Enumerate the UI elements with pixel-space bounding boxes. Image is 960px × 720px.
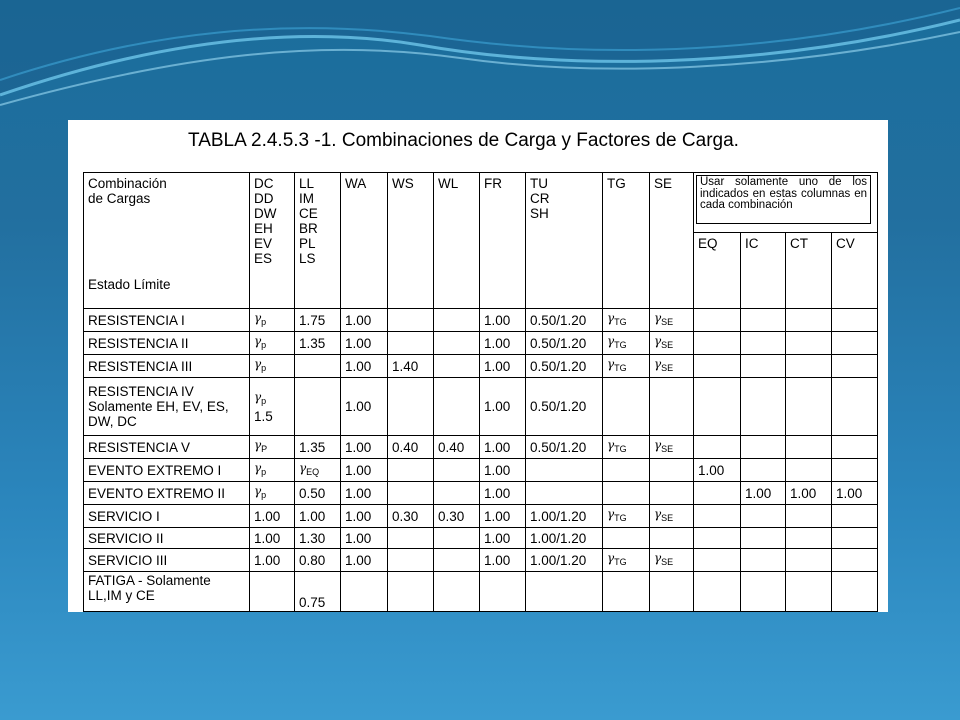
row-wl bbox=[434, 309, 480, 332]
row-ll: 1.30 bbox=[295, 528, 341, 549]
gamma-symbol: $\gamma_{EQ}$ bbox=[299, 461, 320, 477]
gamma-symbol: $\gamma_p$ bbox=[254, 461, 267, 477]
row-eq bbox=[694, 505, 741, 528]
table-row bbox=[84, 355, 878, 378]
row-se-gamma bbox=[650, 332, 694, 355]
row-ct bbox=[786, 309, 832, 332]
row-wl bbox=[434, 482, 480, 505]
row-dc-extra: 1.5 bbox=[254, 409, 273, 424]
header-ll: LL IM CE BR PL LS bbox=[295, 173, 341, 309]
row-ic bbox=[741, 528, 786, 549]
row-tg bbox=[603, 482, 650, 505]
header-fr: FR bbox=[480, 173, 526, 309]
row-state: SERVICIO III bbox=[84, 549, 250, 572]
row-tu: 0.50/1.20 bbox=[526, 332, 603, 355]
gamma-symbol: $\gamma_{SE}$ bbox=[654, 311, 674, 327]
row-tu: 0.50/1.20 bbox=[526, 309, 603, 332]
row-wa: 1.00 bbox=[341, 482, 388, 505]
row-wl bbox=[434, 572, 480, 612]
table-row bbox=[84, 309, 878, 332]
row-eq bbox=[694, 378, 741, 436]
row-fr: 1.00 bbox=[480, 528, 526, 549]
row-cv bbox=[832, 528, 878, 549]
table-row bbox=[84, 459, 878, 482]
row-wa: 1.00 bbox=[341, 549, 388, 572]
row-wl bbox=[434, 549, 480, 572]
row-wa: 1.00 bbox=[341, 505, 388, 528]
row-ic bbox=[741, 572, 786, 612]
row-state: RESISTENCIA V bbox=[84, 436, 250, 459]
row-state: SERVICIO II bbox=[84, 528, 250, 549]
row-eq bbox=[694, 309, 741, 332]
row-ll: 0.80 bbox=[295, 549, 341, 572]
row-fr: 1.00 bbox=[480, 355, 526, 378]
row-dc-gamma bbox=[250, 482, 295, 505]
row-tu: 1.00/1.20 bbox=[526, 549, 603, 572]
table-row bbox=[84, 482, 878, 505]
row-ll: 1.35 bbox=[295, 332, 341, 355]
row-ic bbox=[741, 459, 786, 482]
row-eq bbox=[694, 355, 741, 378]
row-ic: 1.00 bbox=[741, 482, 786, 505]
header-combination-label: Combinación de Cargas bbox=[88, 176, 167, 206]
row-dc-gamma bbox=[250, 459, 295, 482]
row-ic bbox=[741, 436, 786, 459]
row-tg bbox=[603, 459, 650, 482]
gamma-symbol: $\gamma_{SE}$ bbox=[654, 438, 674, 454]
row-ct bbox=[786, 549, 832, 572]
gamma-symbol: $\gamma_{SE}$ bbox=[654, 551, 674, 567]
gamma-symbol: $\gamma_p$ bbox=[254, 357, 267, 373]
row-wa: 1.00 bbox=[341, 459, 388, 482]
row-fr: 1.00 bbox=[480, 436, 526, 459]
gamma-symbol: $\gamma_{TG}$ bbox=[607, 357, 627, 373]
row-cv bbox=[832, 459, 878, 482]
gamma-symbol: $\gamma_{TG}$ bbox=[607, 507, 627, 523]
row-wl bbox=[434, 528, 480, 549]
row-dc-gamma bbox=[250, 309, 295, 332]
row-dc-gamma bbox=[250, 378, 295, 436]
header-eq: EQ bbox=[694, 233, 741, 309]
load-combinations-table bbox=[83, 172, 878, 612]
row-fr: 1.00 bbox=[480, 378, 526, 436]
header-ic: IC bbox=[741, 233, 786, 309]
row-ws bbox=[388, 378, 434, 436]
header-se: SE bbox=[650, 173, 694, 309]
row-se-gamma bbox=[650, 309, 694, 332]
row-ll: 0.75 bbox=[295, 572, 341, 612]
row-ws: 0.30 bbox=[388, 505, 434, 528]
row-dc-gamma bbox=[250, 436, 295, 459]
row-se-gamma bbox=[650, 505, 694, 528]
row-wa: 1.00 bbox=[341, 436, 388, 459]
table-row bbox=[84, 332, 878, 355]
row-tg bbox=[603, 378, 650, 436]
row-cv: 1.00 bbox=[832, 482, 878, 505]
row-tu bbox=[526, 572, 603, 612]
row-tu: 0.50/1.20 bbox=[526, 378, 603, 436]
row-se bbox=[650, 459, 694, 482]
row-eq bbox=[694, 436, 741, 459]
row-dc-gamma bbox=[250, 332, 295, 355]
row-ll bbox=[295, 378, 341, 436]
row-ws bbox=[388, 572, 434, 612]
header-note-cell bbox=[694, 173, 878, 233]
row-cv bbox=[832, 309, 878, 332]
row-cv bbox=[832, 378, 878, 436]
row-eq bbox=[694, 549, 741, 572]
row-ws: 0.40 bbox=[388, 436, 434, 459]
row-state: RESISTENCIA II bbox=[84, 332, 250, 355]
row-se bbox=[650, 528, 694, 549]
table-row bbox=[84, 378, 878, 436]
row-state: RESISTENCIA III bbox=[84, 355, 250, 378]
header-wa: WA bbox=[341, 173, 388, 309]
row-tu: 1.00/1.20 bbox=[526, 505, 603, 528]
header-limit-state: Estado Límite bbox=[88, 277, 171, 292]
row-wl: 0.30 bbox=[434, 505, 480, 528]
row-tg-gamma bbox=[603, 549, 650, 572]
header-combination bbox=[84, 173, 250, 309]
row-tu: 0.50/1.20 bbox=[526, 355, 603, 378]
header-note: Usar solamente uno de los indicados en estas columnas en cada combinación bbox=[696, 175, 871, 224]
gamma-symbol: $\gamma_{TG}$ bbox=[607, 334, 627, 350]
row-ws bbox=[388, 332, 434, 355]
row-tg-gamma bbox=[603, 332, 650, 355]
row-tg-gamma bbox=[603, 436, 650, 459]
table-row bbox=[84, 505, 878, 528]
row-wa: 1.00 bbox=[341, 309, 388, 332]
row-ll: 1.75 bbox=[295, 309, 341, 332]
table-title: TABLA 2.4.5.3 -1. Combinaciones de Carga y Factores de Carga. bbox=[188, 130, 739, 151]
row-ct bbox=[786, 378, 832, 436]
row-tg bbox=[603, 528, 650, 549]
row-dc: 1.00 bbox=[250, 528, 295, 549]
gamma-symbol: $\gamma_p$ bbox=[254, 484, 267, 500]
row-se bbox=[650, 572, 694, 612]
row-ic bbox=[741, 332, 786, 355]
row-ws bbox=[388, 549, 434, 572]
gamma-symbol: $\gamma_p$ bbox=[254, 311, 267, 327]
decorative-waves bbox=[0, 0, 960, 130]
header-wl: WL bbox=[434, 173, 480, 309]
row-dc: 1.00 bbox=[250, 549, 295, 572]
row-se-gamma bbox=[650, 355, 694, 378]
row-state: SERVICIO I bbox=[84, 505, 250, 528]
row-ll: 1.35 bbox=[295, 436, 341, 459]
row-tg bbox=[603, 572, 650, 612]
gamma-symbol: $\gamma_{TG}$ bbox=[607, 551, 627, 567]
table-row bbox=[84, 549, 878, 572]
row-wl: 0.40 bbox=[434, 436, 480, 459]
row-wa: 1.00 bbox=[341, 332, 388, 355]
row-state: RESISTENCIA IV Solamente EH, EV, ES, DW, DC bbox=[84, 378, 250, 436]
row-wl bbox=[434, 378, 480, 436]
row-ws bbox=[388, 459, 434, 482]
gamma-symbol: $\gamma_{SE}$ bbox=[654, 507, 674, 523]
header-tg: TG bbox=[603, 173, 650, 309]
row-ic bbox=[741, 378, 786, 436]
row-cv bbox=[832, 332, 878, 355]
row-wa: 1.00 bbox=[341, 378, 388, 436]
row-cv bbox=[832, 549, 878, 572]
row-ct: 1.00 bbox=[786, 482, 832, 505]
row-ct bbox=[786, 528, 832, 549]
header-ct: CT bbox=[786, 233, 832, 309]
table-row bbox=[84, 436, 878, 459]
gamma-symbol: $\gamma_p$ bbox=[254, 390, 267, 406]
row-dc-gamma bbox=[250, 355, 295, 378]
row-eq: 1.00 bbox=[694, 459, 741, 482]
row-wl bbox=[434, 332, 480, 355]
row-tg-gamma bbox=[603, 355, 650, 378]
row-tu bbox=[526, 459, 603, 482]
gamma-symbol: $\gamma_P$ bbox=[254, 438, 268, 454]
row-ct bbox=[786, 459, 832, 482]
row-tu: 0.50/1.20 bbox=[526, 436, 603, 459]
row-ll bbox=[295, 355, 341, 378]
row-fr: 1.00 bbox=[480, 309, 526, 332]
row-tg-gamma bbox=[603, 309, 650, 332]
row-ll: 1.00 bbox=[295, 505, 341, 528]
row-fr: 1.00 bbox=[480, 482, 526, 505]
row-fr: 1.00 bbox=[480, 459, 526, 482]
row-wa bbox=[341, 572, 388, 612]
row-fr: 1.00 bbox=[480, 549, 526, 572]
row-ct bbox=[786, 436, 832, 459]
row-tu: 1.00/1.20 bbox=[526, 528, 603, 549]
row-cv bbox=[832, 572, 878, 612]
header-dc: DC DD DW EH EV ES bbox=[250, 173, 295, 309]
row-cv bbox=[832, 436, 878, 459]
row-ic bbox=[741, 549, 786, 572]
row-eq bbox=[694, 572, 741, 612]
row-wa: 1.00 bbox=[341, 528, 388, 549]
row-wl bbox=[434, 355, 480, 378]
row-wa: 1.00 bbox=[341, 355, 388, 378]
row-ws bbox=[388, 309, 434, 332]
row-ct bbox=[786, 572, 832, 612]
header-cv: CV bbox=[832, 233, 878, 309]
row-state: EVENTO EXTREMO I bbox=[84, 459, 250, 482]
row-eq bbox=[694, 332, 741, 355]
row-ws: 1.40 bbox=[388, 355, 434, 378]
row-ws bbox=[388, 528, 434, 549]
row-ct bbox=[786, 355, 832, 378]
gamma-symbol: $\gamma_{SE}$ bbox=[654, 357, 674, 373]
header-ws: WS bbox=[388, 173, 434, 309]
row-ll: 0.50 bbox=[295, 482, 341, 505]
row-state: FATIGA - Solamente LL,IM y CE bbox=[84, 572, 250, 612]
row-ws bbox=[388, 482, 434, 505]
row-tu bbox=[526, 482, 603, 505]
row-cv bbox=[832, 355, 878, 378]
row-se bbox=[650, 378, 694, 436]
table-slide bbox=[68, 120, 888, 612]
row-ic bbox=[741, 355, 786, 378]
row-ic bbox=[741, 505, 786, 528]
row-tg-gamma bbox=[603, 505, 650, 528]
row-fr bbox=[480, 572, 526, 612]
gamma-symbol: $\gamma_p$ bbox=[254, 334, 267, 350]
gamma-symbol: $\gamma_{TG}$ bbox=[607, 311, 627, 327]
row-ll-gamma bbox=[295, 459, 341, 482]
row-eq bbox=[694, 482, 741, 505]
row-dc: 1.00 bbox=[250, 505, 295, 528]
header-tu: TU CR SH bbox=[526, 173, 603, 309]
gamma-symbol: $\gamma_{TG}$ bbox=[607, 438, 627, 454]
row-dc bbox=[250, 572, 295, 612]
row-wl bbox=[434, 459, 480, 482]
row-ic bbox=[741, 309, 786, 332]
row-eq bbox=[694, 528, 741, 549]
row-cv bbox=[832, 505, 878, 528]
row-se-gamma bbox=[650, 436, 694, 459]
row-state: EVENTO EXTREMO II bbox=[84, 482, 250, 505]
row-fr: 1.00 bbox=[480, 505, 526, 528]
row-fr: 1.00 bbox=[480, 332, 526, 355]
row-ct bbox=[786, 505, 832, 528]
row-se bbox=[650, 482, 694, 505]
row-ct bbox=[786, 332, 832, 355]
gamma-symbol: $\gamma_{SE}$ bbox=[654, 334, 674, 350]
row-state: RESISTENCIA I bbox=[84, 309, 250, 332]
table-row bbox=[84, 572, 878, 612]
table-row bbox=[84, 528, 878, 549]
row-se-gamma bbox=[650, 549, 694, 572]
